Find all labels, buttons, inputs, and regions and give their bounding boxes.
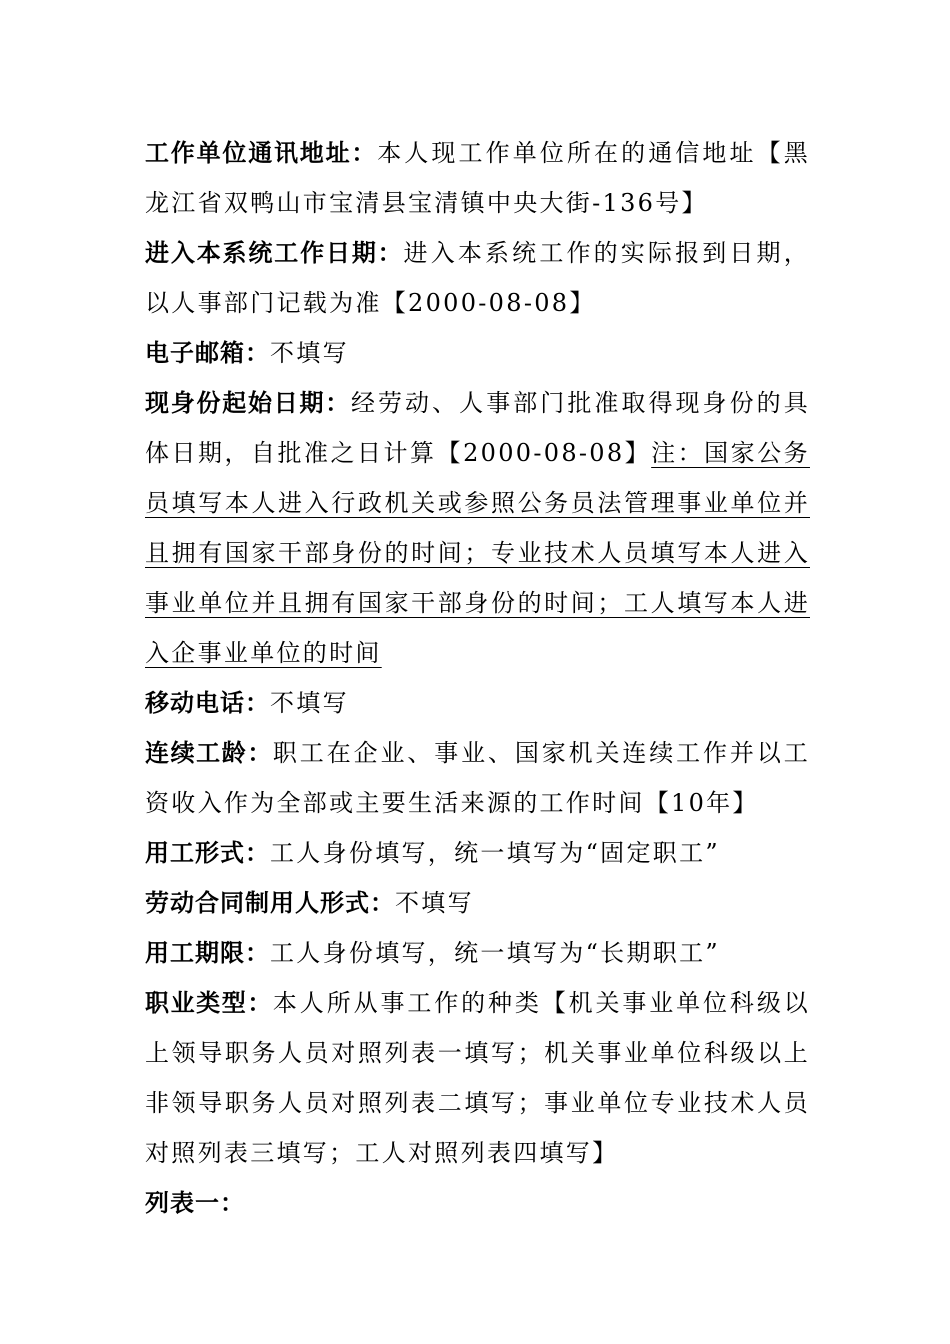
labor-contract-form-text: 不填写 [395,889,474,917]
occupation-type-entry [145,978,810,1178]
labor-contract-form-label: 劳动合同制用人形式： [145,889,395,917]
employment-term-text: 工人身份填写，统一填写为“长期职工” [270,939,720,967]
employment-form-entry [145,828,810,878]
work-address-entry [145,128,810,228]
email-label: 电子邮箱： [145,339,270,367]
employment-term-entry [145,928,810,978]
employment-term-label: 用工期限： [145,939,270,967]
identity-start-date-text: 经劳动、人事部门批准取得现身份的具体日期，自批准之日计算【2000-08-08】 [145,389,810,467]
system-entry-date-label: 进入本系统工作日期： [145,239,404,267]
employment-form-label: 用工形式： [145,839,270,867]
mobile-phone-entry [145,678,810,728]
continuous-service-entry [145,728,810,828]
identity-start-date-note: 注：国家公务员填写本人进入行政机关或参照公务员法管理事业单位并且拥有国家干部身份的时间；专业技术人员填写本人进入事业单位并且拥有国家干部身份的时间；工人填写本人进入企事业单位的时间 [145,439,810,667]
work-address-label: 工作单位通讯地址： [145,139,378,167]
employment-form-text: 工人身份填写，统一填写为“固定职工” [270,839,720,867]
list-one-label: 列表一： [145,1189,245,1217]
continuous-service-label: 连续工龄： [145,739,273,767]
occupation-type-text: 本人所从事工作的种类【机关事业单位科级以上领导职务人员对照列表一填写；机关事业单位科级以上非领导职务人员对照列表二填写；事业单位专业技术人员对照列表三填写；工人对照列表四填写】 [145,989,811,1167]
continuous-service-text: 职工在企业、事业、国家机关连续工作并以工资收入作为全部或主要生活来源的工作时间【10年】 [145,739,811,817]
labor-contract-form-entry [145,878,810,928]
email-entry [145,328,810,378]
mobile-phone-text: 不填写 [270,689,349,717]
list-one-heading [145,1178,810,1228]
email-text: 不填写 [270,339,349,367]
work-address-text: 本人现工作单位所在的通信地址【黑龙江省双鸭山市宝清县宝清镇中央大街-136号】 [145,139,810,217]
document-page [145,128,810,1228]
identity-start-date-entry [145,378,810,678]
system-entry-date-entry [145,228,810,328]
system-entry-date-text: 进入本系统工作的实际报到日期，以人事部门记载为准【2000-08-08】 [145,239,811,317]
occupation-type-label: 职业类型： [145,989,273,1017]
mobile-phone-label: 移动电话： [145,689,270,717]
identity-start-date-label: 现身份起始日期： [145,389,351,417]
